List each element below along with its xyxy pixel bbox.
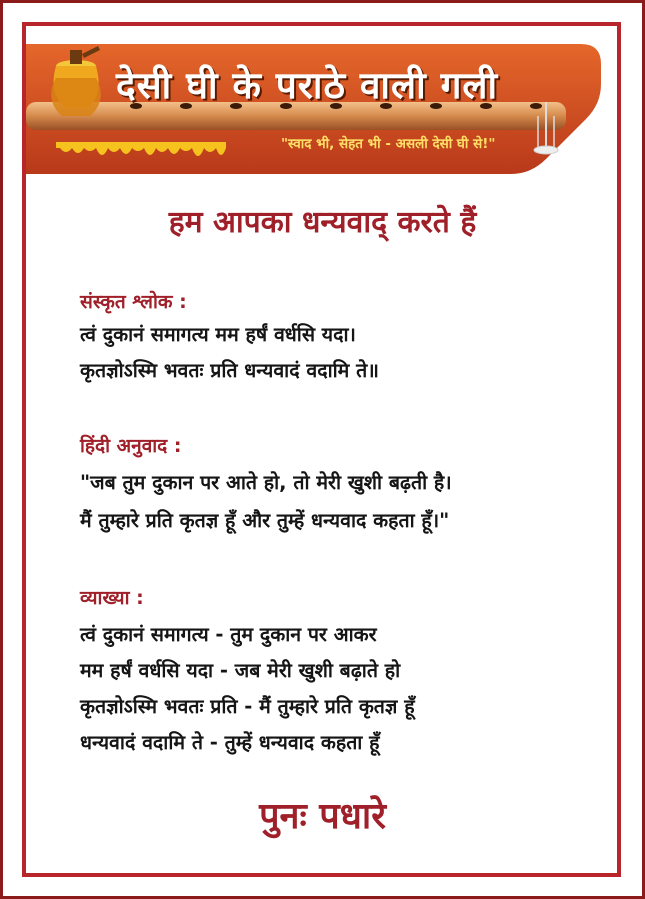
sanskrit-label: संस्कृत श्लोक :: [80, 291, 187, 313]
explanation-line: धन्यवादं वदामि ते - तुम्हें धन्यवाद कहता हूँ: [80, 731, 380, 754]
thanks-heading: हम आपका धन्यवाद् करते हैं: [168, 205, 477, 240]
sanskrit-line: कृतज्ञोऽस्मि भवतः प्रति धन्यवादं वदामि ते॥: [80, 359, 379, 382]
closing-text: पुनः पधारे: [259, 796, 386, 837]
explanation-line: कृतज्ञोऽस्मि भवतः प्रति - मैं तुम्हारे प्रति कृतज्ञ हूँ: [80, 695, 415, 718]
explanation-label: व्याख्या :: [80, 587, 144, 609]
shop-name: देसी घी के पराठे वाली गली: [116, 64, 499, 107]
explanation-line: मम हर्षं वर्धसि यदा - जब मेरी खुशी बढ़ाते हो: [80, 659, 401, 682]
header-banner: [26, 44, 601, 184]
explanation-line: त्वं दुकानं समागत्य - तुम दुकान पर आकर: [80, 623, 377, 646]
hindi-label: हिंदी अनुवाद :: [80, 435, 182, 457]
hindi-line: मैं तुम्हारे प्रति कृतज्ञ हूँ और तुम्हें धन्यवाद कहता हूँ।": [80, 509, 450, 532]
tagline: "स्वाद भी, सेहत भी - असली देसी घी से!": [281, 136, 496, 152]
sanskrit-line: त्वं दुकानं समागत्य मम हर्षं वर्धसि यदा।: [80, 323, 356, 346]
hindi-line: "जब तुम दुकान पर आते हो, तो मेरी खुशी बढ़ती है।: [80, 471, 452, 494]
